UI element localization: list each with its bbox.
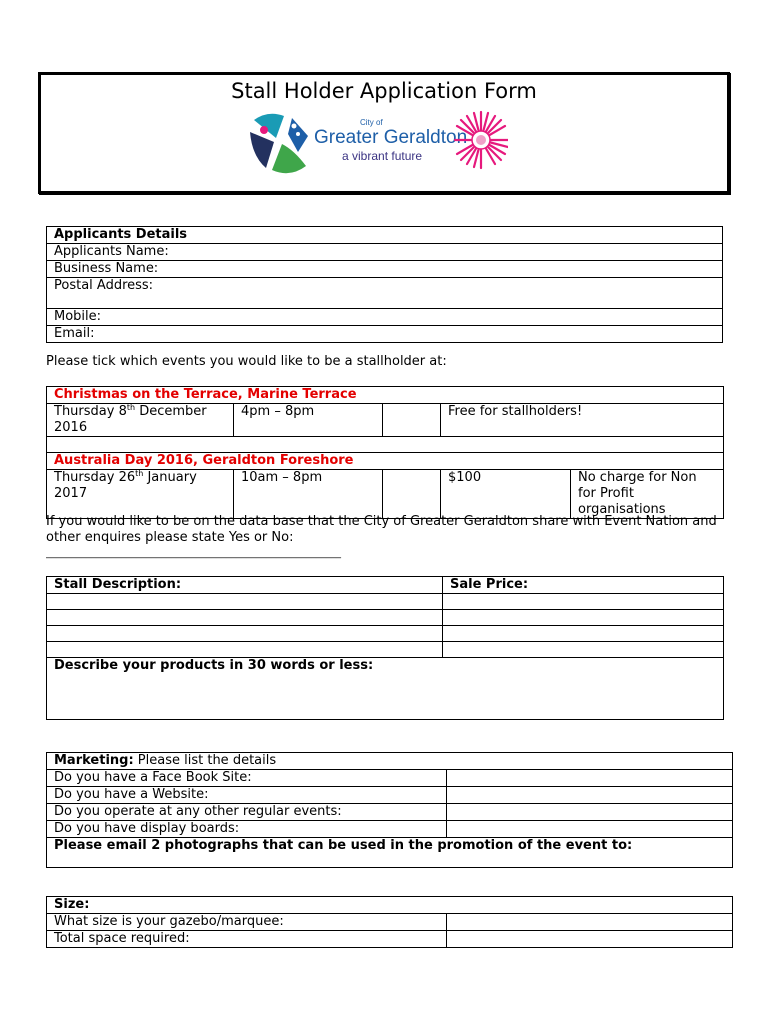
display-boards-field[interactable] (447, 821, 733, 838)
photos-instruction: Please email 2 photographs that can be used in the promotion of the event to: (47, 838, 733, 868)
sale-price-field[interactable] (443, 642, 724, 658)
stall-description-field[interactable] (47, 610, 443, 626)
applicant-name-field[interactable]: Applicants Name: (47, 244, 723, 261)
event-fee: $100 (441, 470, 571, 519)
sale-price-field[interactable] (443, 610, 724, 626)
stall-description-field[interactable] (47, 594, 443, 610)
gazebo-size-label: What size is your gazebo/marquee: (47, 914, 447, 931)
event-date: Thursday 26th January 2017 (47, 470, 234, 519)
stall-table (46, 576, 724, 720)
logo-name: Greater Geraldton (314, 127, 468, 148)
sale-price-label: Sale Price: (443, 577, 724, 594)
email-field[interactable]: Email: (47, 326, 723, 343)
city-emblem-icon (250, 114, 308, 173)
database-question: If you would like to be on the data base that the City of Greater Geraldton share with Event Nation and other enquires please state Yes or No: (46, 514, 717, 545)
website-field[interactable] (447, 787, 733, 804)
other-events-label: Do you operate at any other regular events: (47, 804, 447, 821)
events-table (46, 386, 724, 519)
size-heading: Size: (47, 897, 733, 914)
event-date: Thursday 8th December 2016 (47, 404, 234, 437)
products-description-field[interactable]: Describe your products in 30 words or less: (47, 658, 724, 720)
facebook-field[interactable] (447, 770, 733, 787)
postal-address-field[interactable]: Postal Address: (47, 278, 723, 309)
event-note: No charge for Non for Profit organisations (571, 470, 724, 519)
stall-description-field[interactable] (47, 626, 443, 642)
facebook-label: Do you have a Face Book Site: (47, 770, 447, 787)
page-title: Stall Holder Application Form (231, 79, 537, 103)
display-boards-label: Do you have display boards: (47, 821, 447, 838)
marketing-heading: Marketing: Please list the details (47, 753, 733, 770)
events-prompt: Please tick which events you would like to be a stallholder at: (46, 354, 447, 369)
total-space-label: Total space required: (47, 931, 447, 948)
sale-price-field[interactable] (443, 594, 724, 610)
logo-small-text: City of (360, 118, 383, 127)
event-title: Christmas on the Terrace, Marine Terrace (47, 387, 724, 404)
website-label: Do you have a Website: (47, 787, 447, 804)
stall-description-field[interactable] (47, 642, 443, 658)
applicant-heading: Applicants Details (47, 227, 723, 244)
total-space-field[interactable] (447, 931, 733, 948)
event-tick-box[interactable] (383, 470, 441, 519)
applicant-details-table (46, 226, 723, 343)
spacer-row (47, 437, 724, 453)
logo-tagline: a vibrant future (342, 149, 423, 163)
marketing-table (46, 752, 733, 868)
mobile-field[interactable]: Mobile: (47, 309, 723, 326)
gazebo-size-field[interactable] (447, 914, 733, 931)
database-answer-line[interactable]: ___________________________________________________________ (46, 548, 341, 559)
event-time: 10am – 8pm (234, 470, 383, 519)
flower-icon (455, 112, 508, 168)
event-fee: Free for stallholders! (441, 404, 724, 437)
other-events-field[interactable] (447, 804, 733, 821)
business-name-field[interactable]: Business Name: (47, 261, 723, 278)
event-tick-box[interactable] (383, 404, 441, 437)
size-table (46, 896, 733, 948)
header-box (38, 72, 730, 194)
event-time: 4pm – 8pm (234, 404, 383, 437)
city-logo (248, 108, 508, 178)
event-title: Australia Day 2016, Geraldton Foreshore (47, 453, 724, 470)
sale-price-field[interactable] (443, 626, 724, 642)
stall-description-label: Stall Description: (47, 577, 443, 594)
